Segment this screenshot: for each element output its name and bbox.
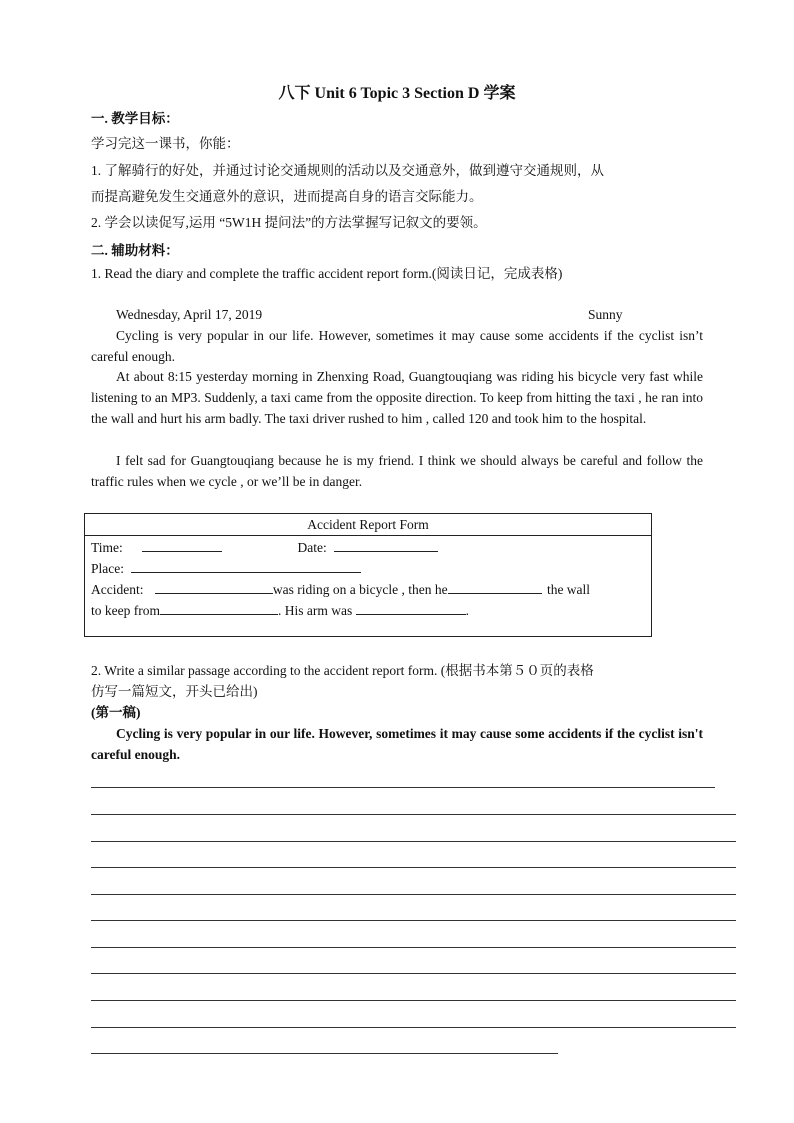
goals-intro: 学习完这一课书，你能： [91, 136, 240, 151]
accident-who-blank[interactable] [155, 580, 273, 594]
writing-line-10[interactable] [91, 1027, 736, 1028]
accident-report-form [84, 513, 652, 637]
writing-line-6[interactable] [91, 920, 736, 921]
writing-line-2[interactable] [91, 814, 736, 815]
form-row-place [91, 559, 361, 579]
keep-from-text: to keep from [91, 603, 160, 618]
task-1-instruction: 1. Read the diary and complete the traffic accident report form.(阅读日记，完成表格) [91, 266, 563, 281]
section-heading-goals: 一. 教学目标： [91, 111, 179, 126]
writing-line-3[interactable] [91, 841, 736, 842]
task-2-instruction-line-2: 仿写一篇短文，开头已给出) [91, 684, 258, 699]
form-row-accident [91, 580, 590, 600]
wall-text: the wall [546, 582, 591, 597]
place-blank[interactable] [131, 559, 361, 573]
writing-line-1[interactable] [91, 787, 715, 788]
end-period: . [465, 603, 469, 618]
accident-verb-blank[interactable] [448, 580, 542, 594]
form-row-time-date [91, 538, 438, 558]
keep-from-blank[interactable] [160, 601, 278, 615]
arm-blank[interactable] [356, 601, 466, 615]
writing-line-4[interactable] [91, 867, 736, 868]
diary-date: Wednesday, April 17, 2019 [116, 307, 263, 322]
writing-line-5[interactable] [91, 894, 736, 895]
goal-2: 2. 学会以读促写,运用 “5W1H 提问法”的方法掌握写记叙文的要领。 [91, 215, 487, 230]
arm-text: . His arm was [277, 603, 353, 618]
diary-weather: Sunny [588, 307, 623, 322]
place-label: Place: [91, 561, 124, 576]
form-title: Accident Report Form [85, 514, 651, 536]
diary-paragraph-1: Cycling is very popular in our life. However, sometimes it may cause some accidents if the cyclist isn’t careful enough. [91, 328, 703, 364]
date-label: Date: [297, 540, 327, 555]
date-blank[interactable] [334, 538, 438, 552]
passage-opening: Cycling is very popular in our life. However, sometimes it may cause some accidents if the cyclist isn't careful enough. [91, 726, 703, 762]
writing-line-11[interactable] [91, 1053, 558, 1054]
riding-text: was riding on a bicycle , then he [272, 582, 448, 597]
accident-label: Accident: [91, 582, 144, 597]
goal-1-line-1: 1. 了解骑行的好处，并通过讨论交通规则的活动以及交通意外，做到遵守交通规则，从 [91, 163, 604, 178]
form-row-keep-from [91, 601, 469, 621]
writing-line-8[interactable] [91, 973, 736, 974]
diary-paragraph-2: At about 8:15 yesterday morning in Zhenxing Road, Guangtouqiang was riding his bicycle very fast while listening to an MP3. Suddenly, a taxi came from the opposite direction. To keep from hitting the taxi , he ran into the wall and hurt his arm badly. The taxi driver rushed to him , called 120 and took him to the hospital. [91, 369, 703, 426]
time-label: Time: [91, 540, 123, 555]
writing-line-9[interactable] [91, 1000, 736, 1001]
page-title: 八下 Unit 6 Topic 3 Section D 学案 [278, 85, 516, 102]
draft-label: (第一稿) [91, 705, 141, 720]
time-blank[interactable] [142, 538, 222, 552]
task-2-instruction-line-1: 2. Write a similar passage according to the accident report form. (根据书本第５０页的表格 [91, 663, 594, 678]
goal-1-line-2: 而提高避免发生交通意外的意识，进而提高自身的语言交际能力。 [91, 189, 483, 204]
diary-paragraph-3: I felt sad for Guangtouqiang because he is my friend. I think we should always be careful and follow the traffic rules when we cycle , or we’ll be in danger. [91, 453, 703, 489]
section-heading-materials: 二. 辅助材料： [91, 243, 179, 258]
writing-line-7[interactable] [91, 947, 736, 948]
